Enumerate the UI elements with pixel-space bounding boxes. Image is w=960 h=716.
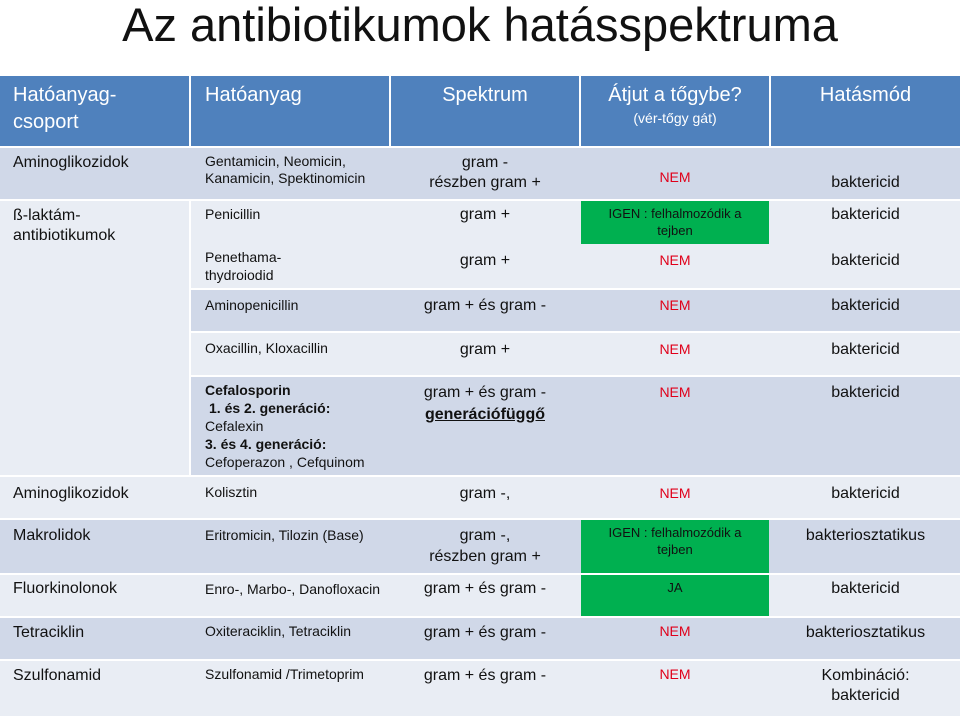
table-row: [0, 661, 960, 716]
mode-label: baktericid: [831, 252, 900, 269]
agent-label: 1. és 2. generáció:: [209, 400, 331, 416]
agent-label: Oxiteraciklin, Tetraciklin: [205, 623, 352, 639]
table-row: [191, 290, 960, 331]
agent-label: Szulfonamid /Trimetoprim: [205, 666, 364, 682]
agent-label: Penethama-: [205, 249, 282, 265]
spectrum-label: gram -,: [459, 527, 511, 544]
agent-label: thydroiodid: [205, 267, 274, 283]
agent-label: Eritromicin, Tilozin (Base): [205, 527, 364, 543]
group-label: Makrolidok: [13, 527, 91, 544]
mode-label: bakteriosztatikus: [805, 527, 926, 544]
mode-label: bakteriosztatikus: [805, 624, 926, 641]
mode-label: baktericid: [831, 384, 900, 401]
agent-label: Cefalosporin: [205, 382, 291, 398]
group-label: Tetraciklin: [13, 624, 85, 641]
milk-status: NEM: [659, 252, 691, 268]
header-agent: Hatóanyag: [191, 76, 389, 146]
group-label: Szulfonamid: [13, 667, 102, 684]
spectrum-label: gram + és gram -: [423, 667, 547, 684]
milk-status: NEM: [659, 666, 691, 682]
table-row: [0, 575, 960, 616]
mode-label: baktericid: [831, 485, 900, 502]
mode-label: baktericid: [831, 297, 900, 314]
milk-status-yes: IGEN : felhalmozódik a tejben: [581, 201, 769, 244]
agent-label: Kolisztin: [205, 484, 258, 500]
agent-label: Cefalexin: [205, 418, 264, 434]
table-row: [0, 618, 960, 659]
table-row: [191, 333, 960, 375]
milk-status: NEM: [659, 623, 691, 639]
group-label: Aminoglikozidok: [13, 154, 129, 171]
mode-label: baktericid: [831, 580, 900, 597]
milk-status: NEM: [659, 169, 691, 185]
spectrum-label: gram -,: [459, 485, 511, 502]
table-row: [0, 148, 960, 199]
milk-status: NEM: [659, 341, 691, 357]
table-row: [191, 244, 960, 288]
mode-label: baktericid: [831, 341, 900, 358]
spectrum-label: gram +: [459, 341, 511, 358]
header-spectrum: Spektrum: [391, 76, 579, 146]
table-row: [0, 477, 960, 518]
agent-label: Gentamicin, Neomicin,: [205, 153, 346, 169]
mode-label: Kombináció:: [821, 667, 910, 684]
spectrum-label: részben gram +: [429, 174, 541, 191]
table-row: [0, 520, 960, 573]
agent-label: Enro-, Marbo-, Danofloxacin: [205, 581, 381, 597]
agent-label: Kanamicin, Spektinomicin: [205, 170, 366, 186]
agent-label: Aminopenicillin: [205, 297, 299, 313]
spectrum-label: gram +: [459, 252, 511, 269]
spectrum-label: gram + és gram -: [423, 297, 547, 314]
group-cell: ß-laktám- antibiotikumok: [0, 201, 189, 475]
milk-status-yes: JA: [581, 575, 769, 616]
table-row: [191, 377, 960, 475]
agent-label: 3. és 4. generáció:: [205, 436, 327, 452]
milk-status-yes: IGEN : felhalmozódik a tejben: [581, 520, 769, 573]
spectrum-label: részben gram +: [429, 548, 541, 565]
milk-status: NEM: [659, 485, 691, 501]
spectrum-label: gram + és gram -: [423, 384, 547, 401]
spectrum-label: gram + és gram -: [423, 580, 547, 597]
agent-label: Cefoperazon , Cefquinom: [205, 454, 365, 470]
group-label: Fluorkinolonok: [13, 580, 118, 597]
mode-label: baktericid: [831, 206, 900, 223]
milk-status: NEM: [659, 384, 691, 400]
spectrum-label: gram +: [459, 206, 511, 223]
group-label: Aminoglikozidok: [13, 485, 129, 502]
spectrum-label: generációfüggő: [424, 406, 545, 423]
agent-label: Penicillin: [205, 206, 261, 222]
spectrum-label: gram + és gram -: [423, 624, 547, 641]
mode-label: baktericid: [831, 687, 900, 704]
header-milk: Átjut a tőgybe? (vér-tőgy gát): [581, 76, 769, 146]
header-group: Hatóanyag-csoport: [0, 76, 189, 146]
table-row: [191, 201, 960, 244]
spectrum-label: gram -: [461, 154, 509, 171]
page-title: Az antibiotikumok hatásspektruma: [122, 0, 838, 51]
agent-label: Oxacillin, Kloxacillin: [205, 340, 328, 356]
header-mode: Hatásmód: [771, 76, 960, 146]
mode-label: baktericid: [831, 174, 900, 191]
milk-status: NEM: [659, 297, 691, 313]
